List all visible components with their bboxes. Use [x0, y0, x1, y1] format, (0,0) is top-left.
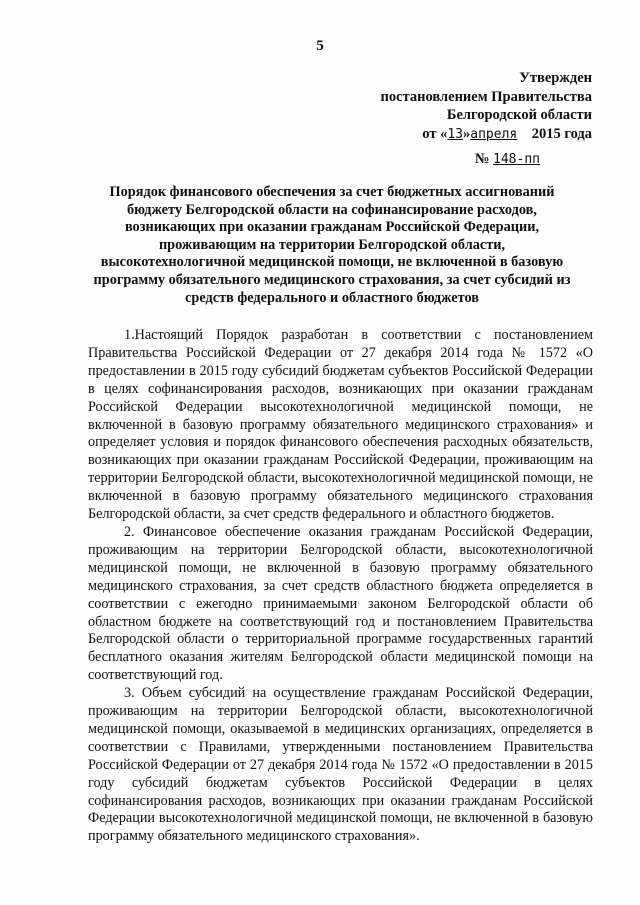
paragraph-2: 2. Финансовое обеспечение оказания гражданам Российской Федерации, проживающим на территории Белгородской области, высокотехнологичной медицинской помощи, не включенной в базовую программу обязательного медицинского страхования, за счет средств областного бюджета определяется в соответствии с ежегодно принимаемыми законом Белгородской области об областном бюджете на соответствующий год и постановлением Правительства Белгородской области о территориальной программе государственных гарантий бесплатного оказания жителям Белгородской области медицинской помощи на соответствующий год. [88, 523, 593, 684]
approval-line-3: Белгородской области [446, 107, 592, 123]
date-day: 13 [447, 126, 464, 142]
page-number: 5 [316, 38, 324, 54]
document-body [88, 327, 593, 846]
date-month: апреля [470, 126, 518, 142]
paragraph-3: 3. Объем субсидий на осуществление гражданам Российской Федерации, проживающим на территории Белгородской области, высокотехнологичной медицинской помощи, оказываемой в медицинских организациях, определяется в соответствии с Правилами, утвержденными постановлением Правительства Российской Федерации от 27 декабря 2014 года № 1572 «О предоставлении в 2015 году субсидий бюджетам субъектов Российской Федерации в целях софинансирования расходов, возникающих при оказании гражданам Российской Федерации высокотехнологичной медицинской помощи, не включенной в базовую программу обязательного медицинского страхования». [88, 685, 593, 845]
approval-date [332, 125, 592, 145]
number-prefix: № [474, 151, 490, 167]
approval-line-1: Утвержден [519, 70, 592, 86]
paragraph-1: 1.Настоящий Порядок разработан в соответствии с постановлением Правительства Российской Федерации от 27 декабря 2014 года № 1572 «О предоставлении в 2015 году субсидий бюджетам субъектов Российской Федерации в целях софинансирования расходов, возникающих при оказании гражданам Российской Федерации высокотехнологичной медицинской помощи, не включенной в базовую программу обязательного медицинского страхования» и определяет условия и порядок финансового обеспечения расходных обязательств, возникающих при оказании гражданам Российской Федерации, проживающим на территории Белгородской области, высокотехнологичной медицинской помощи, не включенной в базовую программу обязательного медицинского страхования Белгородской области, за счет средств федерального и областного бюджетов. [88, 327, 593, 523]
date-mid: » [463, 125, 471, 142]
approval-line-2: постановлением Правительства [380, 88, 592, 105]
approval-number [332, 150, 592, 170]
date-year: 2015 года [531, 125, 592, 142]
approval-block [332, 69, 592, 170]
document-title: Порядок финансового обеспечения за счет бюджетных ассигнований бюджету Белгородской области на софинансирование расходов, возникающих при оказании гражданам Российской Федерации, проживающим на территории Белгородской области, высокотехнологичной медицинской помощи, не включенной в базовую программу обязательного медицинского страхования, за счет субсидий из средств федерального и областного бюджетов [93, 184, 571, 306]
date-prefix: от « [422, 125, 448, 142]
number-value: 148-пп [493, 152, 540, 167]
